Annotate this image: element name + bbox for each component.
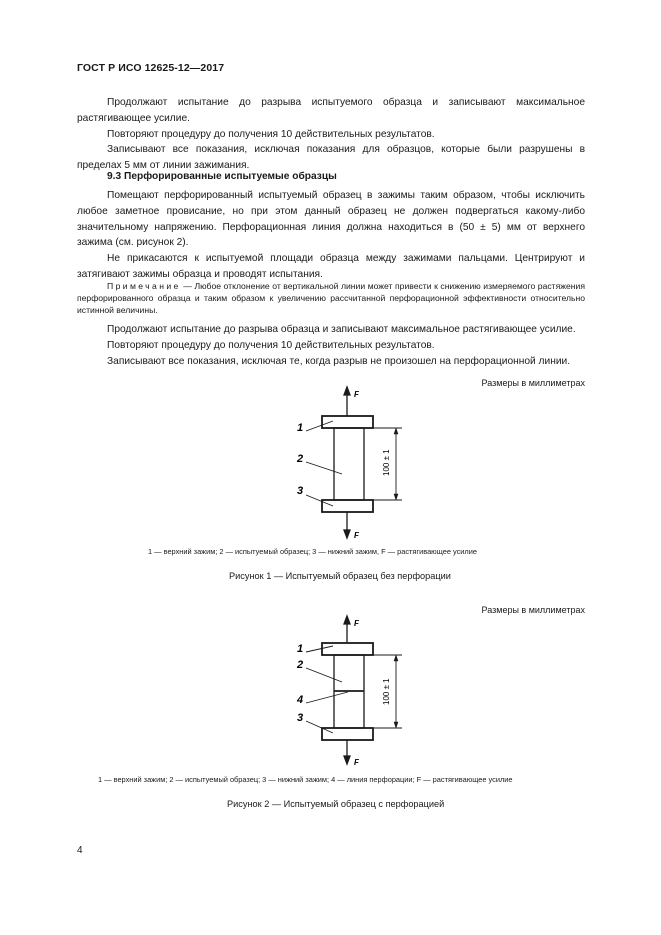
section-heading: 9.3 Перфорированные испытуемые образцы [107,171,337,182]
figure1-legend: 1 — верхний зажим; 2 — испытуемый образец; 3 — нижний зажим, F — растягивающее усилие [148,547,477,556]
force-label-bottom: F [354,531,359,540]
callout-3: 3 [297,485,304,497]
callout-3: 3 [297,712,304,724]
note-label: Примечание [107,281,181,291]
callout-leader-1 [306,646,333,652]
figure1-dims-note: Размеры в миллиметрах [481,378,585,388]
callout-leader-3 [306,721,333,733]
paragraph: Повторяют процедуру до получения 10 действительных результатов. [107,128,435,140]
paragraph: Записывают все показания, исключая показания для образцов, которые были разрушены в пределах 5 мм от линии зажимания. [77,144,585,172]
paragraph: Продолжают испытание до разрыва испытуемого образца и записывают максимальное растягивающее усилие. [77,97,585,124]
dimension-label: 100 ± 1 [382,678,391,705]
force-label-top: F [354,619,359,628]
page-number: 4 [77,845,83,856]
paragraph: Записывают все показания, исключая те, когда разрыв не произошел на перфорационной линии. [107,355,571,367]
figure2-caption: Рисунок 2 — Испытуемый образец с перфорацией [227,799,445,809]
document-header: ГОСТ Р ИСО 12625-12—2017 [77,62,225,74]
paragraph: Продолжают испытание до разрыва образца и записывают максимальное растягивающее усилие. [107,324,576,335]
callout-1: 1 [297,643,304,655]
figure2-legend: 1 — верхний зажим; 2 — испытуемый образец; 3 — нижний зажим; 4 — линия перфорации; F — растягивающее усилие [98,775,513,784]
figure1-caption: Рисунок 1 — Испытуемый образец без перфорации [229,571,451,581]
upper-clamp [322,643,373,655]
callout-leader-4 [306,692,348,703]
note-text: — Любое отклонение от вертикальной линии может привести к снижению измеряемого растяжения перфорированного образца и таким образом к увеличению рассчитанной перфорационной эффективности относительно истинной величины. [77,281,585,316]
callout-4: 4 [297,694,304,706]
paragraph: Помещают перфорированный испытуемый образец в зажимы таким образом, чтобы исключить любое заметное провисание, но при этом данный образец не должен подвергаться какому-либо значительному напряжению. Перфорационная линия должна находиться в (50 ± 5) мм от верхнего зажима (см. рисунок 2). [77,190,585,249]
figure2-dims-note: Размеры в миллиметрах [481,605,585,615]
callout-1: 1 [297,422,304,434]
callout-2: 2 [297,659,304,671]
lower-clamp [322,728,373,740]
dimension-label: 100 ± 1 [382,449,391,476]
paragraph: Повторяют процедуру до получения 10 действительных результатов. [107,339,435,351]
force-label-top: F [354,390,359,399]
callout-leader-2 [306,668,342,682]
callout-2: 2 [297,453,304,465]
force-label-bottom: F [354,758,359,767]
paragraph: Не прикасаются к испытуемой площади образца между зажимами пальцами. Центрируют и затягивают зажимы образца и проводят испытания. [77,253,585,280]
